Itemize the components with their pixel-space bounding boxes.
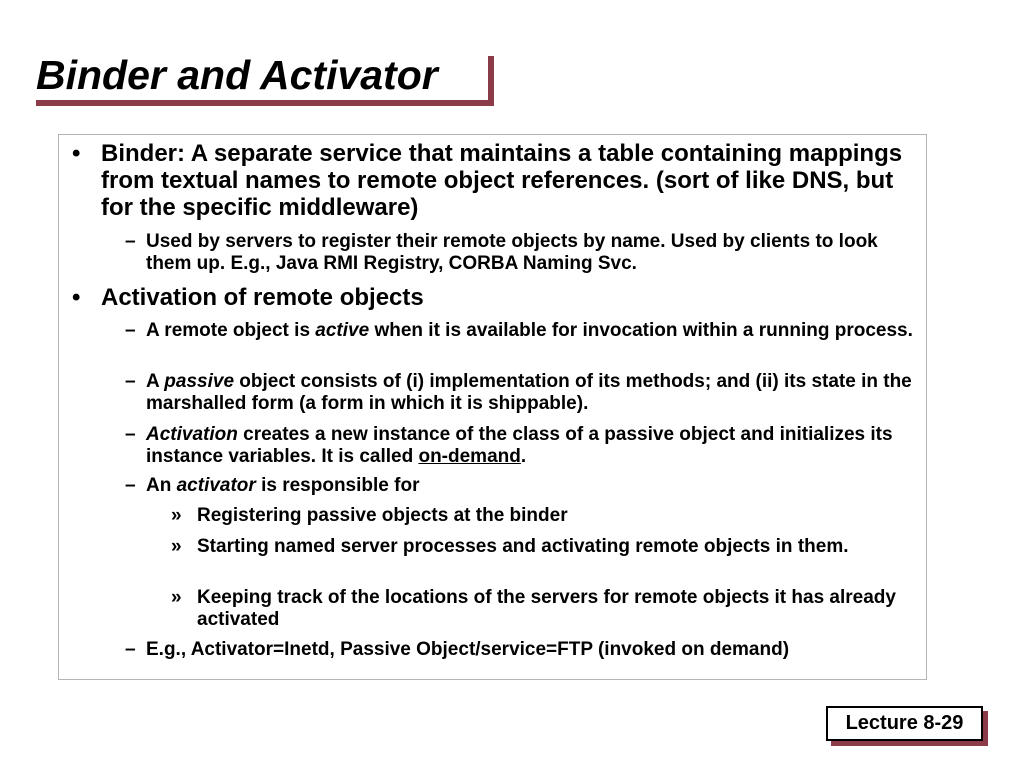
- chevron-marker: »: [171, 587, 182, 608]
- passive-post: object consists of (i) implementation of its methods; and (ii) its state in the marshalled form (a form in which it is shippable).: [146, 371, 912, 414]
- bullet-marker: •: [72, 140, 81, 167]
- chevron-marker: »: [171, 505, 182, 526]
- activator-duty: Registering passive objects at the binder: [197, 505, 568, 526]
- activator-post: is responsible for: [255, 475, 420, 496]
- activator-example: E.g., Activator=Inetd, Passive Object/service=FTP (invoked on demand): [146, 639, 790, 660]
- passive-pre: A: [146, 371, 165, 392]
- dash-marker: –: [125, 424, 136, 445]
- dash-marker: –: [125, 231, 136, 252]
- binder-text: Binder: A separate service that maintains a table containing mappings from textual names to remote object references. (sort of like DNS, but for the specific middleware): [101, 140, 903, 221]
- activator-duty: Starting named server processes and activating remote objects in them.: [197, 536, 849, 557]
- passive-term: passive: [164, 371, 235, 392]
- bullet-marker: •: [72, 284, 81, 311]
- activator-pre: An: [146, 475, 177, 496]
- dash-marker: –: [125, 475, 136, 496]
- activation-post: .: [520, 446, 527, 467]
- chevron-marker: »: [171, 536, 182, 557]
- dash-marker: –: [125, 639, 136, 660]
- active-post: when it is available for invocation within a running process.: [369, 320, 913, 341]
- active-pre: A remote object is: [146, 320, 316, 341]
- dash-marker: –: [125, 320, 136, 341]
- activation-definition: [146, 424, 916, 468]
- active-term: active: [315, 320, 370, 341]
- activator-term: activator: [176, 475, 256, 496]
- activation-mid: creates a new instance of the class of a passive object and initializes its instance variables. It is called: [146, 424, 893, 467]
- active-definition: [146, 320, 916, 342]
- binder-usage: Used by servers to register their remote objects by name. Used by clients to look them up. E.g., Java RMI Registry, CORBA Naming Svc.: [146, 231, 878, 274]
- dash-marker: –: [125, 371, 136, 392]
- lecture-label: Lecture 8-29: [826, 706, 983, 741]
- slide-title: Binder and Activator: [36, 52, 438, 98]
- activator-definition: [146, 475, 916, 497]
- title-box: [30, 50, 488, 100]
- lecture-label-frame: [826, 706, 991, 748]
- activator-duty: Keeping track of the locations of the servers for remote objects it has already activated: [197, 587, 896, 630]
- on-demand-term: on-demand: [418, 446, 521, 467]
- slide-title-frame: [30, 50, 492, 106]
- passive-definition: [146, 371, 916, 415]
- activation-term: Activation: [146, 424, 238, 445]
- activation-heading: Activation of remote objects: [101, 284, 424, 311]
